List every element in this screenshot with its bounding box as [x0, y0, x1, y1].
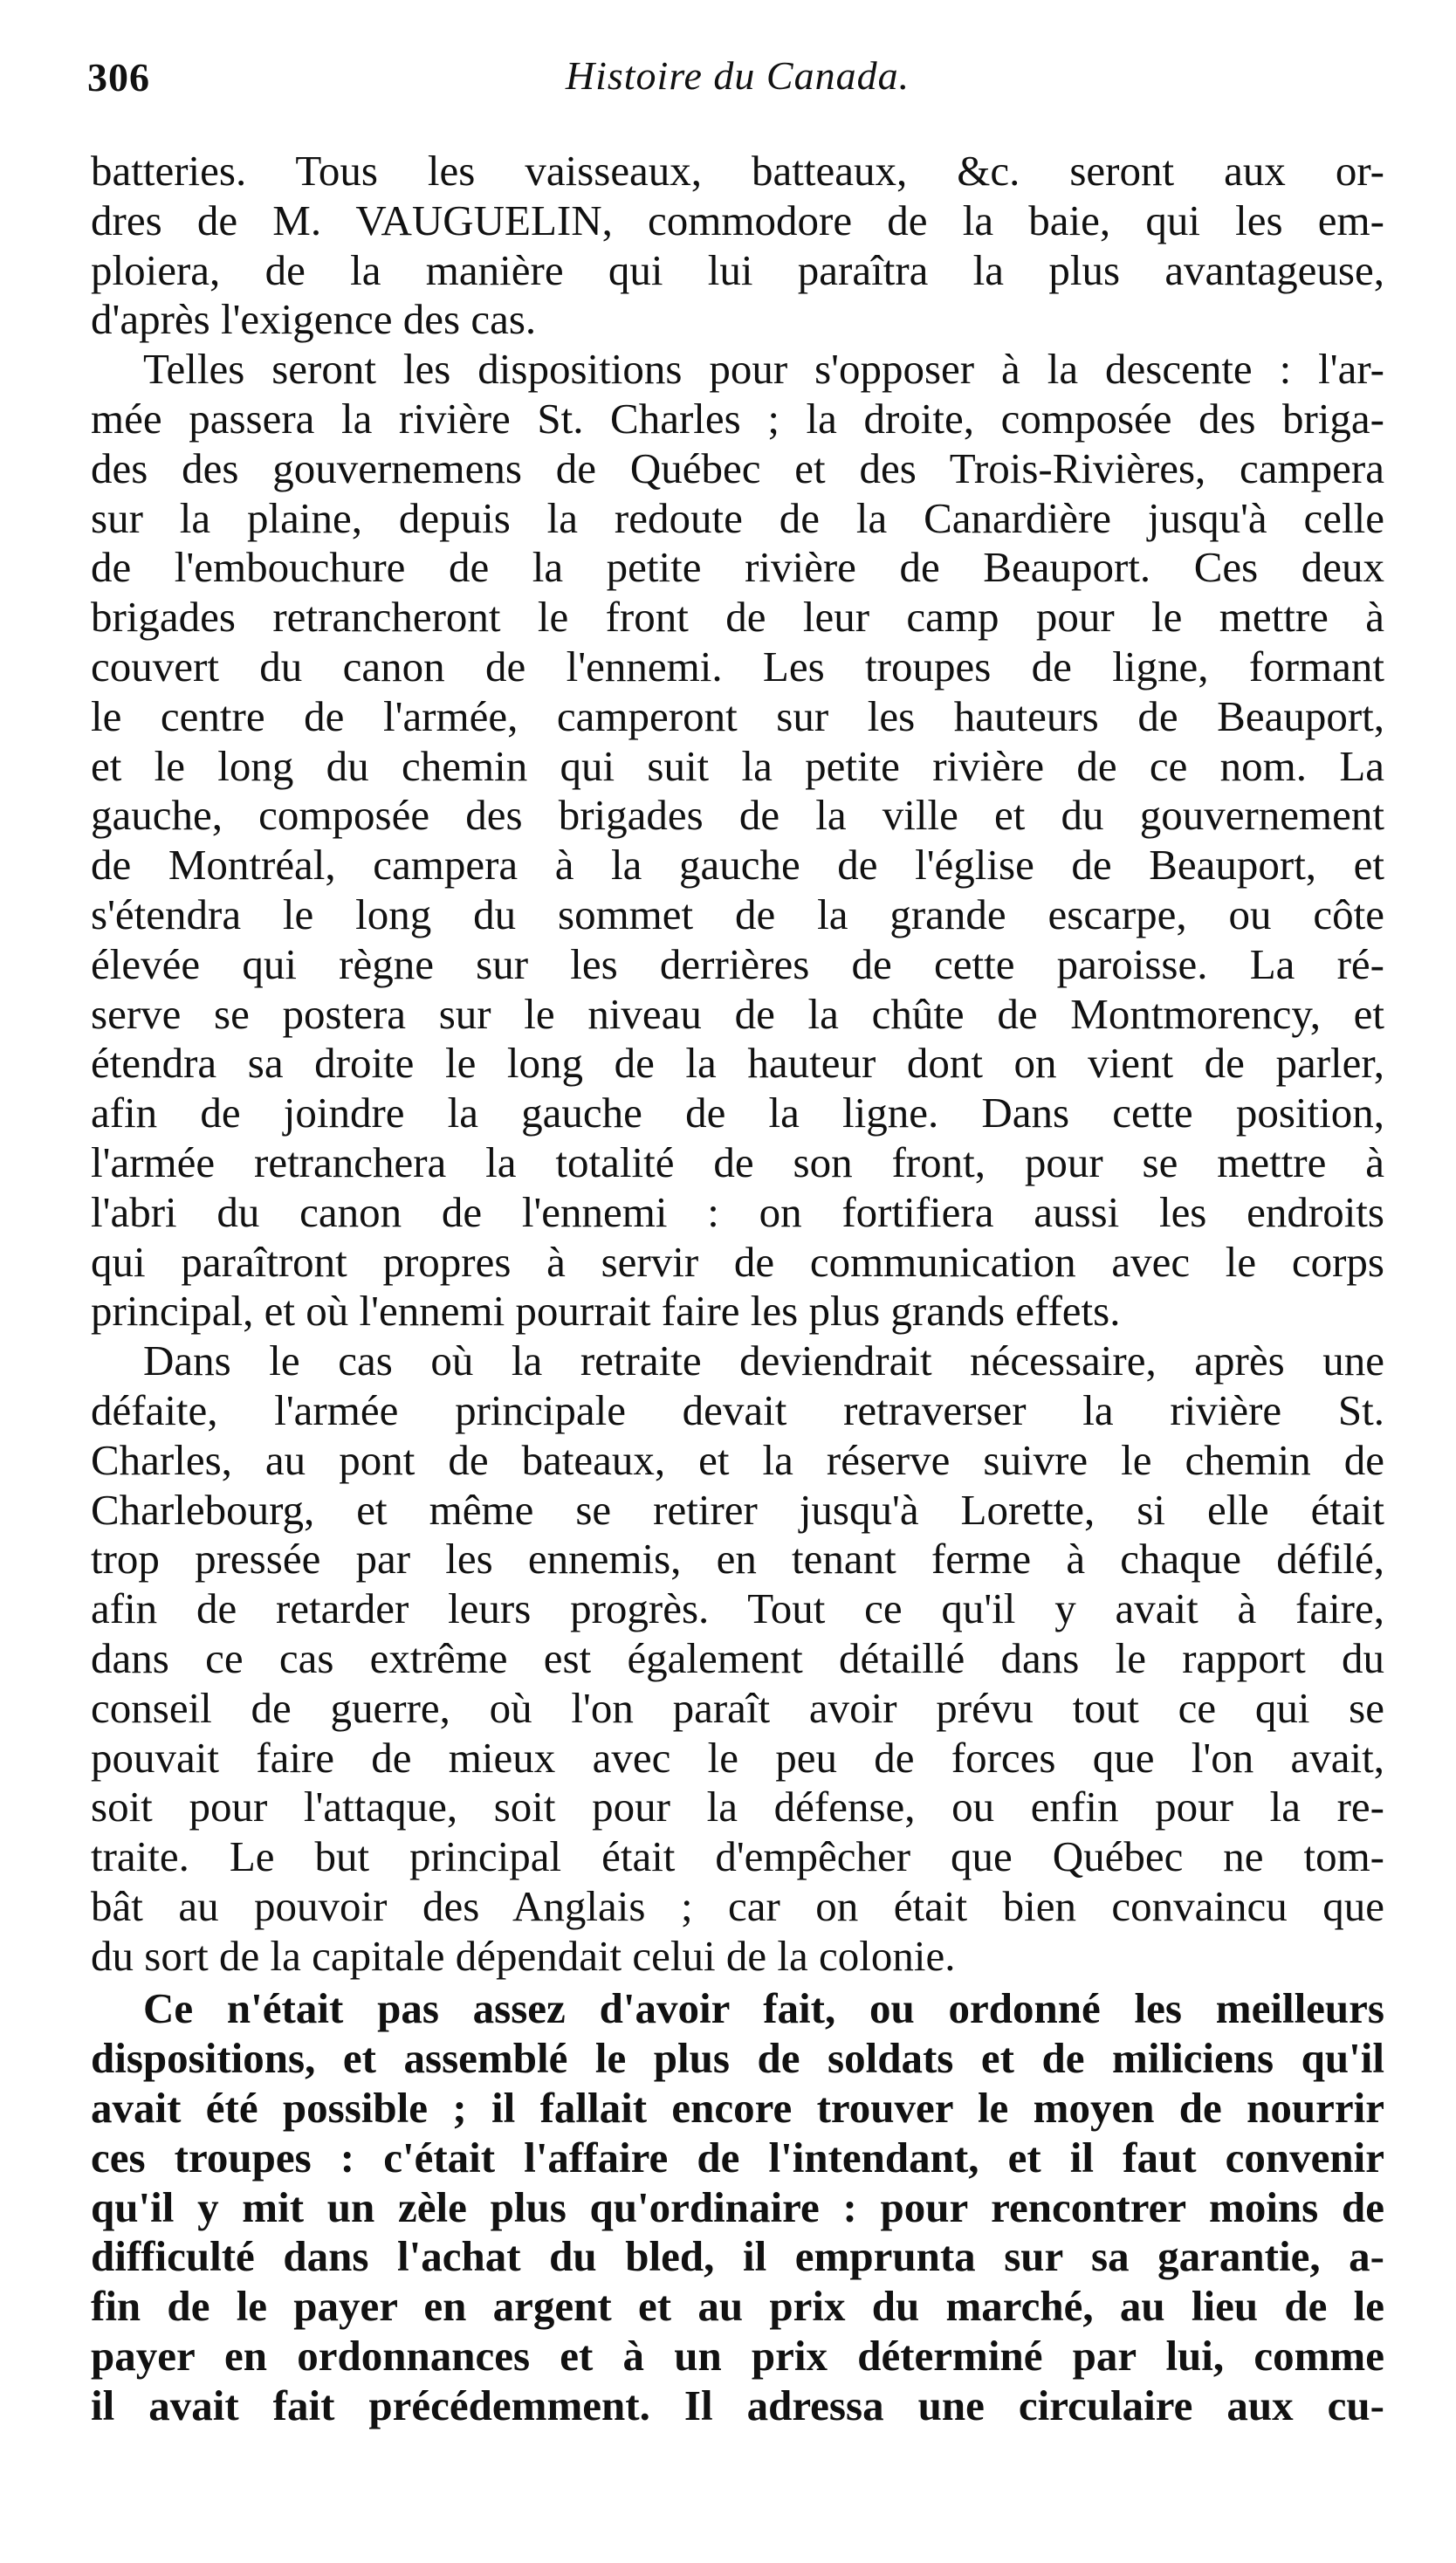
text-line: avait été possible ; il fallait encore trouver le moyen de nourrir [91, 2084, 1384, 2133]
text-line: ploiera, de la manière qui lui paraîtra la plus avantageuse, [91, 245, 1384, 294]
text-line: d'après l'exigence des cas. [91, 295, 537, 344]
text-line: il avait fait précédemment. Il adressa une circulaire aux cu- [91, 2381, 1384, 2429]
page-header [87, 45, 1388, 115]
text-line: l'armée retranchera la totalité de son front, pour se mettre à [91, 1137, 1384, 1186]
text-line: élevée qui règne sur les derrières de cette paroisse. La ré- [91, 939, 1384, 988]
text-line: Ce n'était pas assez d'avoir fait, ou ordonné les meilleurs [143, 1984, 1384, 2033]
paragraph [91, 1984, 1384, 2430]
text-line: brigades retrancheront le front de leur camp pour le mettre à [91, 593, 1384, 642]
text-line: gauche, composée des brigades de la ville et du gouvernement [91, 791, 1384, 840]
text-line: difficulté dans l'achat du bled, il emprunta sur sa garantie, a- [91, 2232, 1384, 2281]
text-line: Charlebourg, et même se retirer jusqu'à Lorette, si elle était [91, 1485, 1384, 1534]
text-line: conseil de guerre, où l'on paraît avoir prévu tout ce qui se [91, 1683, 1384, 1732]
text-line: de Montréal, campera à la gauche de l'église de Beauport, et [91, 841, 1384, 890]
text-line: ces troupes : c'était l'affaire de l'intendant, et il faut convenir [91, 2133, 1384, 2182]
text-line: serve se postera sur le niveau de la chûte de Montmorency, et [91, 989, 1384, 1038]
text-line: le centre de l'armée, camperont sur les hauteurs de Beauport, [91, 691, 1384, 740]
text-line: l'abri du canon de l'ennemi : on fortifiera aussi les endroits [91, 1187, 1384, 1236]
text-line: mée passera la rivière St. Charles ; la droite, composée des briga- [91, 394, 1384, 443]
text-line: du sort de la capitale dépendait celui de la colonie. [91, 1931, 956, 1980]
text-line: afin de joindre la gauche de la ligne. Dans cette position, [91, 1089, 1384, 1137]
text-line: s'étendra le long du sommet de la grande escarpe, ou côte [91, 890, 1384, 938]
text-line: principal, et où l'ennemi pourrait faire les plus grands effets. [91, 1287, 1121, 1336]
text-line: qu'il y mit un zèle plus qu'ordinaire : pour rencontrer moins de [91, 2182, 1384, 2231]
text-line: pouvait faire de mieux avec le peu de forces que l'on avait, [91, 1733, 1384, 1782]
text-line: dans ce cas extrême est également détaillé dans le rapport du [91, 1633, 1384, 1682]
text-line: trop pressée par les ennemis, en tenant ferme à chaque défilé, [91, 1535, 1384, 1584]
text-line: traite. Le but principal était d'empêcher que Québec ne tom- [91, 1832, 1384, 1881]
text-line: couvert du canon de l'ennemi. Les troupes de ligne, formant [91, 642, 1384, 691]
text-line: fin de le payer en argent et au prix du marché, au lieu de le [91, 2282, 1384, 2331]
text-line: dispositions, et assemblé le plus de soldats et de miliciens qu'il [91, 2034, 1384, 2083]
text-line: soit pour l'attaque, soit pour la défense, ou enfin pour la re- [91, 1783, 1384, 1831]
text-line: bât au pouvoir des Anglais ; car on était bien convaincu que [91, 1881, 1384, 1930]
body-text [91, 147, 1384, 2431]
text-line: Charles, au pont de bateaux, et la réserve suivre le chemin de [91, 1435, 1384, 1484]
text-line: qui paraîtront propres à servir de communication avec le corps [91, 1237, 1384, 1286]
running-head: Histoire du Canada. [565, 53, 910, 98]
text-line: Telles seront les dispositions pour s'opposer à la descente : l'ar- [143, 345, 1384, 394]
text-line: étendra sa droite le long de la hauteur dont on vient de parler, [91, 1039, 1384, 1088]
text-line: de l'embouchure de la petite rivière de Beauport. Ces deux [91, 543, 1384, 592]
text-line: dres de M. VAUGUELIN, commodore de la baie, qui les em- [91, 196, 1384, 244]
text-line: batteries. Tous les vaisseaux, batteaux, &c. seront aux or- [91, 147, 1384, 195]
text-line: afin de retarder leurs progrès. Tout ce qu'il y avait à faire, [91, 1584, 1384, 1633]
page-number: 306 [87, 55, 150, 100]
text-line: sur la plaine, depuis la redoute de la Canardière jusqu'à celle [91, 493, 1384, 542]
paragraph [91, 1336, 1384, 1981]
text-line: et le long du chemin qui suit la petite rivière de ce nom. La [91, 741, 1384, 790]
text-line: payer en ordonnances et à un prix déterminé par lui, comme [91, 2332, 1384, 2381]
text-line: Dans le cas où la retraite deviendrait nécessaire, après une [143, 1336, 1384, 1385]
paragraph [91, 147, 1384, 345]
text-line: défaite, l'armée principale devait retraverser la rivière St. [91, 1385, 1384, 1434]
paragraph [91, 345, 1384, 1336]
text-line: des des gouvernemens de Québec et des Trois-Rivières, campera [91, 443, 1384, 492]
